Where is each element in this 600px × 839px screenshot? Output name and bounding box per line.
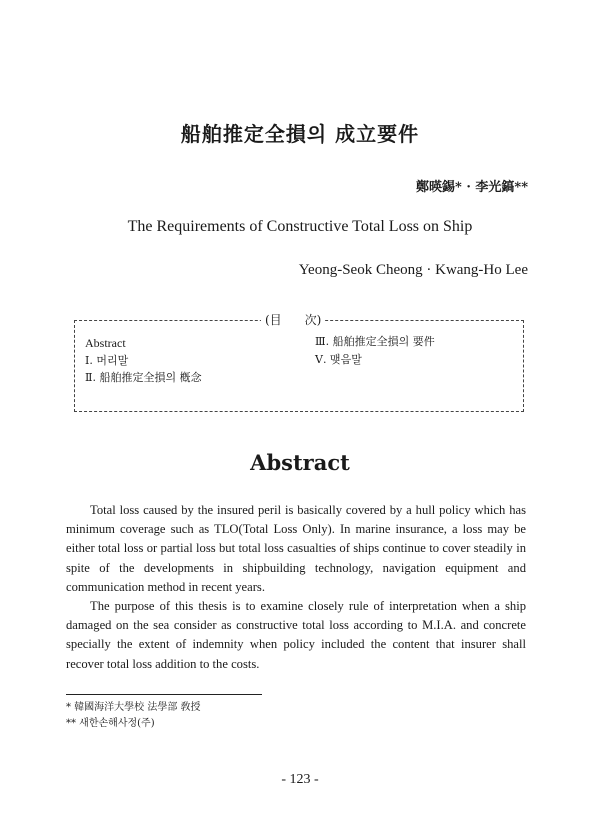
page-number: - 123 - bbox=[281, 772, 319, 787]
authors-native: 鄭暎錫* · 李光鎬** bbox=[416, 180, 528, 195]
abstract-heading: Abstract bbox=[250, 450, 350, 475]
footnotes bbox=[66, 700, 201, 732]
abstract-paragraph: The purpose of this thesis is to examine closely rule of interpretation when a ship damaged on the sea consider as constructive total loss according to M.I.A. and concrete specially the extent of indemnity when policy included the content that insurer shall recover total loss addition to the costs. bbox=[66, 599, 526, 671]
footnote-author-2: ** 새한손해사정(주) bbox=[66, 718, 155, 729]
table-of-contents bbox=[74, 313, 524, 412]
toc-item-requirements: Ⅲ. 船舶推定全損의 要件 bbox=[315, 335, 435, 348]
paper-title: 船舶推定全損의 成立要件 bbox=[180, 122, 420, 146]
abstract-body bbox=[66, 501, 526, 674]
footnote-author-1: * 韓國海洋大學校 法學部 敎授 bbox=[66, 702, 201, 713]
toc-right-column bbox=[315, 333, 435, 369]
authors-english: Yeong-Seok Cheong · Kwang-Ho Lee bbox=[298, 262, 528, 278]
toc-item-introduction: Ⅰ. 머리말 bbox=[85, 354, 129, 367]
toc-item-conclusion: Ⅴ. 맺음말 bbox=[315, 353, 362, 366]
toc-left-column bbox=[85, 335, 202, 386]
toc-heading: (目 次) bbox=[261, 311, 325, 328]
abstract-paragraph: Total loss caused by the insured peril is basically covered by a hull policy which has minimum coverage such as TLO(Total Loss Only). In marine insurance, a loss may be either total loss or partial loss but total loss casualties of ships continue to cover steadily in spite of the developments in shipbuilding technology, navigation equipment and communication method in recent years. bbox=[66, 503, 526, 594]
toc-item-concept: Ⅱ. 船舶推定全損의 槪念 bbox=[85, 371, 202, 384]
footnote-divider bbox=[66, 694, 262, 695]
paper-title-english: The Requirements of Constructive Total Loss on Ship bbox=[127, 218, 473, 235]
toc-item-abstract: Abstract bbox=[85, 336, 126, 350]
